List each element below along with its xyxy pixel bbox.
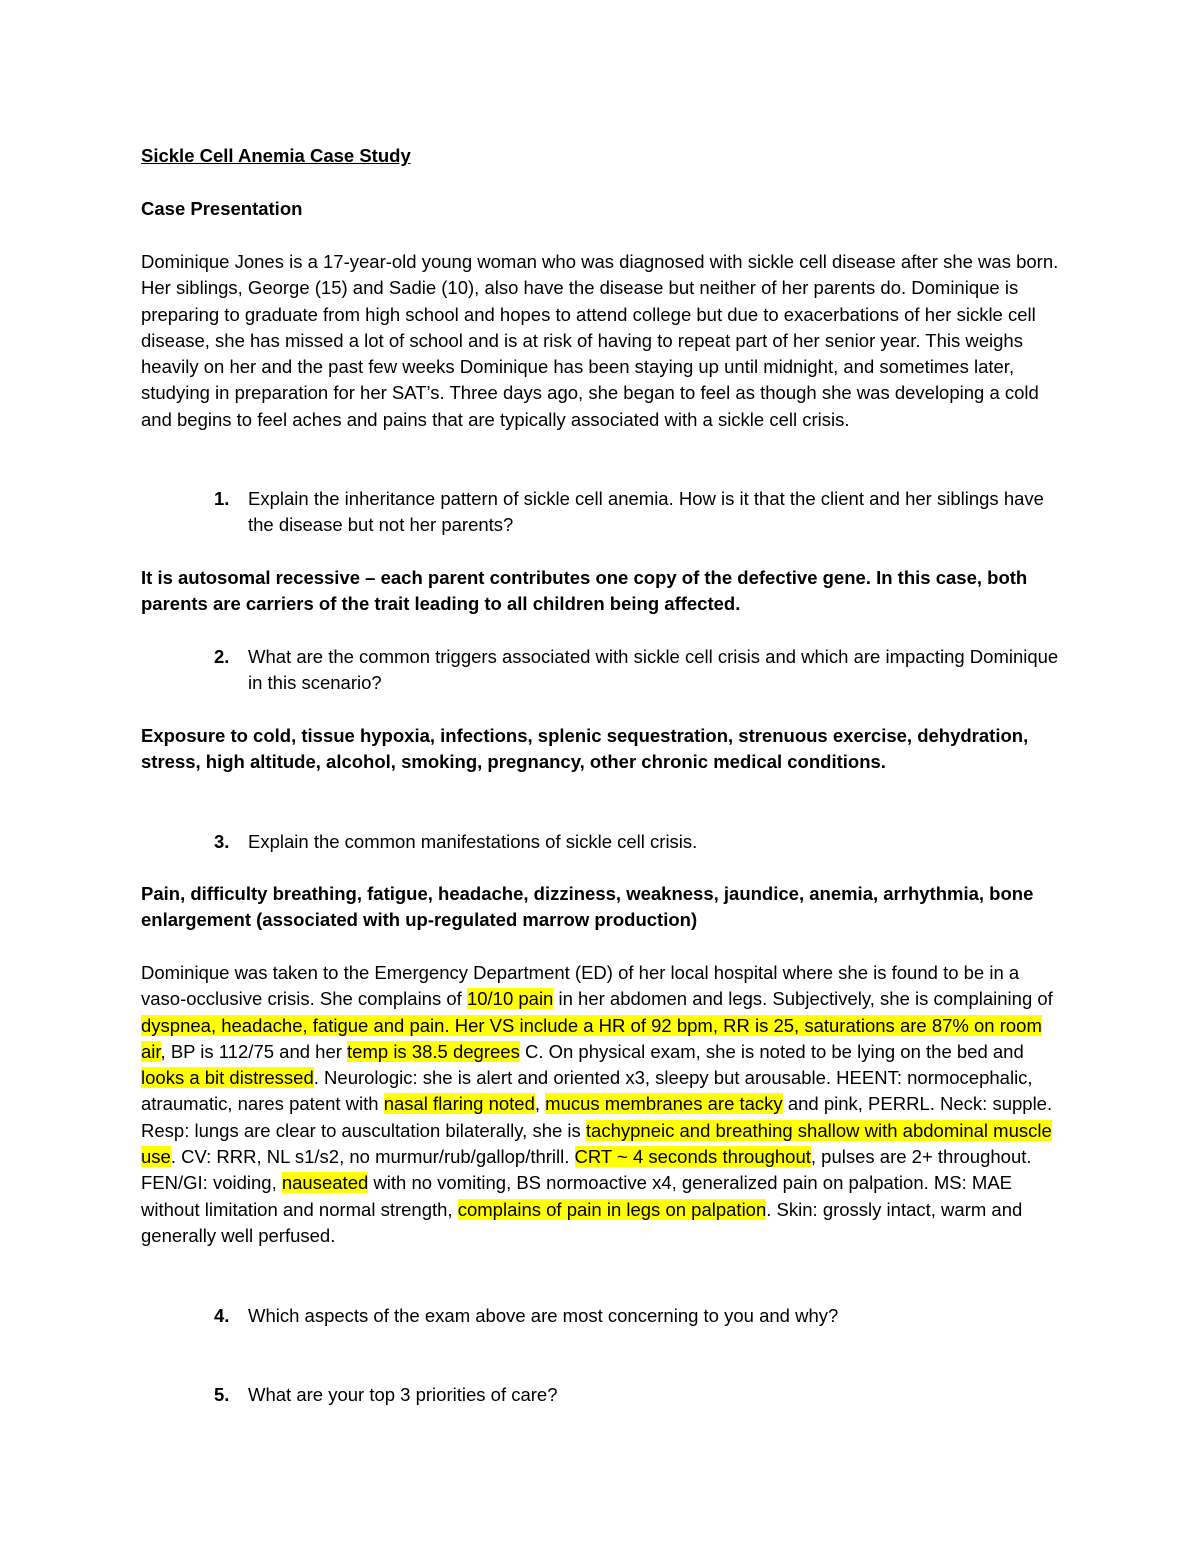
question-number: 1.	[214, 488, 230, 509]
exam-text: ,	[534, 1093, 546, 1115]
exam-paragraph	[141, 960, 1066, 1249]
question-number: 3.	[214, 831, 230, 852]
answer-3: Pain, difficulty breathing, fatigue, headache, dizziness, weakness, jaundice, anemia, arrhythmia, bone enlargement (associated with up-regulated marrow production)	[141, 883, 1034, 931]
answer-2: Exposure to cold, tissue hypoxia, infections, splenic sequestration, strenuous exercise, dehydration, stress, high altitude, alcohol, smoking, pregnancy, other chronic medical conditions.	[141, 725, 1029, 773]
highlighted-finding: looks a bit distressed	[141, 1067, 314, 1089]
highlighted-finding: nauseated	[281, 1172, 369, 1194]
answer-1: It is autosomal recessive – each parent contributes one copy of the defective gene. In this case, both parents are carriers of the trait leading to all children being affected.	[141, 567, 1028, 615]
highlighted-finding: complains of pain in legs on palpation	[457, 1198, 767, 1220]
exam-text: C. On physical exam, she is noted to be lying on the bed and	[519, 1040, 1024, 1062]
question-number: 4.	[214, 1305, 230, 1326]
highlighted-finding: CRT ~ 4 seconds throughout	[574, 1146, 811, 1168]
highlighted-finding: nasal flaring noted	[383, 1093, 535, 1115]
highlighted-finding: 10/10 pain	[466, 988, 554, 1010]
highlighted-finding: dyspnea, headache, fatigue and pain. Her VS include a HR of 92 bpm, RR is 25, saturations are 87% on room air	[141, 1014, 1042, 1062]
question-text: Explain the common manifestations of sickle cell crisis.	[248, 831, 698, 852]
section-heading: Case Presentation	[141, 198, 303, 219]
exam-text: . Neurologic: she is alert and oriented x3, sleepy but arousable. HEENT: normocephalic, atraumatic, nares patent with	[141, 1067, 1033, 1115]
highlighted-finding: temp is 38.5 degrees	[347, 1040, 520, 1062]
exam-text: , BP is 112/75 and her	[160, 1040, 348, 1062]
exam-text: with no vomiting, BS normoactive x4, generalized pain on palpation. MS: MAE without limitation and normal strength,	[141, 1172, 1013, 1220]
question-text: Which aspects of the exam above are most concerning to you and why?	[248, 1305, 839, 1326]
exam-text: Dominique was taken to the Emergency Department (ED) of her local hospital where she is found to be in a vaso-occlusive crisis. She complains of	[141, 962, 1020, 1010]
exam-text: and pink, PERRL. Neck: supple. Resp: lungs are clear to auscultation bilaterally, she is	[141, 1093, 1053, 1141]
question-number: 2.	[214, 646, 230, 667]
case-intro-paragraph: Dominique Jones is a 17-year-old young woman who was diagnosed with sickle cell disease after she was born. Her siblings, George (15) and Sadie (10), also have the disease but neither of her parents do. Dominique is preparing to graduate from high school and hopes to attend college but due to exacerbations of her sickle cell disease, she has missed a lot of school and is at risk of having to repeat part of her senior year. This weighs heavily on her and the past few weeks Dominique has been staying up until midnight, and sometimes later, studying in preparation for her SAT’s. Three days ago, she began to feel as though she was developing a cold and begins to feel aches and pains that are typically associated with a sickle cell crisis.	[141, 251, 1059, 430]
question-text: What are your top 3 priorities of care?	[248, 1384, 558, 1405]
highlighted-finding: mucus membranes are tacky	[545, 1093, 783, 1115]
document-title: Sickle Cell Anemia Case Study	[141, 145, 411, 166]
question-text: What are the common triggers associated with sickle cell crisis and which are impacting Dominique in this scenario?	[248, 646, 1059, 694]
exam-text: in her abdomen and legs. Subjectively, she is complaining of	[553, 988, 1053, 1010]
exam-text: . Skin: grossly intact, warm and generally well perfused.	[141, 1198, 1023, 1246]
exam-text: . CV: RRR, NL s1/s2, no murmur/rub/gallop/thrill.	[170, 1146, 575, 1168]
question-number: 5.	[214, 1384, 230, 1405]
question-text: Explain the inheritance pattern of sickle cell anemia. How is it that the client and her siblings have the disease but not her parents?	[248, 488, 1044, 536]
exam-text: , pulses are 2+ throughout. FEN/GI: voiding,	[141, 1146, 1032, 1194]
highlighted-finding: tachypneic and breathing shallow with abdominal muscle use	[141, 1119, 1052, 1168]
